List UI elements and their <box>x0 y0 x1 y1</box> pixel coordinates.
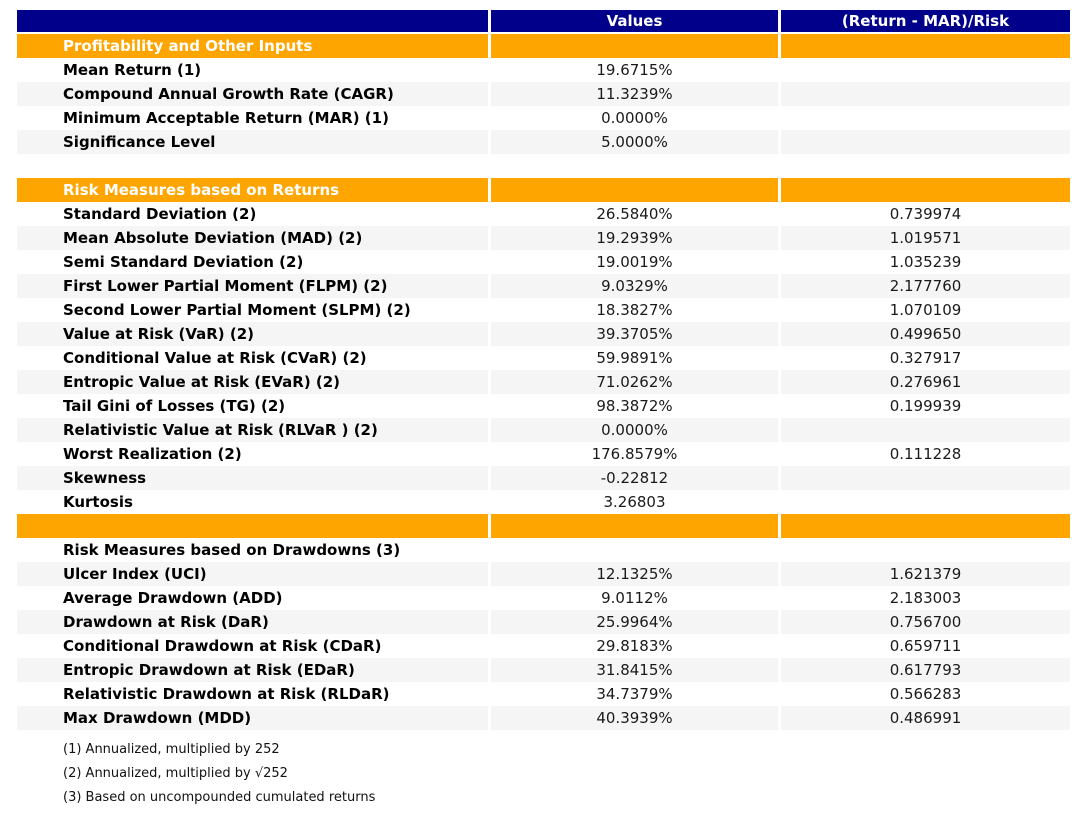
value-cell <box>491 34 781 58</box>
metric-row <box>17 658 1070 682</box>
ratio-cell <box>781 178 1070 202</box>
ratio-cell <box>781 106 1070 130</box>
ratio-cell <box>781 34 1070 58</box>
metric-label-cell: Significance Level <box>17 130 491 154</box>
metric-row <box>17 274 1070 298</box>
ratio-cell <box>781 418 1070 442</box>
ratio-cell <box>781 466 1070 490</box>
table-head <box>17 10 1070 34</box>
subsection-title-row <box>17 538 1070 562</box>
metric-row <box>17 634 1070 658</box>
value-cell: 39.3705% <box>491 322 781 346</box>
metric-row <box>17 562 1070 586</box>
value-cell: 18.3827% <box>491 298 781 322</box>
metric-label-cell <box>17 514 491 538</box>
metric-label-cell: Second Lower Partial Moment (SLPM) (2) <box>17 298 491 322</box>
metric-label-cell: Kurtosis <box>17 490 491 514</box>
value-cell <box>491 538 781 562</box>
metric-label-cell: Relativistic Value at Risk (RLVaR ) (2) <box>17 418 491 442</box>
ratio-cell: 0.486991 <box>781 706 1070 730</box>
metric-row <box>17 106 1070 130</box>
metric-label-cell: Standard Deviation (2) <box>17 202 491 226</box>
metric-row <box>17 82 1070 106</box>
metric-row <box>17 58 1070 82</box>
value-cell: 34.7379% <box>491 682 781 706</box>
value-cell <box>491 154 781 178</box>
ratio-cell: 0.566283 <box>889 685 962 703</box>
risk-metrics-table <box>17 10 1070 730</box>
ratio-cell: 0.111228 <box>889 445 962 463</box>
header-metric-cell <box>17 10 491 34</box>
ratio-cell: 2.183003 <box>889 589 962 607</box>
metric-label-cell: Compound Annual Growth Rate (CAGR) <box>17 82 491 106</box>
metric-row <box>17 202 1070 226</box>
metric-row <box>17 226 1070 250</box>
spacer-row <box>17 154 1070 178</box>
value-cell: 3.26803 <box>491 490 781 514</box>
metric-label-cell: Conditional Value at Risk (CVaR) (2) <box>17 346 491 370</box>
value-cell <box>491 178 781 202</box>
table-body <box>17 34 1070 730</box>
metric-row <box>17 586 1070 610</box>
ratio-cell: 0.617793 <box>781 658 1070 682</box>
metric-row <box>17 298 1070 322</box>
ratio-cell <box>781 130 1070 154</box>
value-cell: 19.0019% <box>491 250 781 274</box>
metric-label-cell: Risk Measures based on Returns <box>17 178 491 202</box>
ratio-cell: 0.199939 <box>889 397 962 415</box>
value-cell: 9.0329% <box>491 274 781 298</box>
ratio-cell: 1.070109 <box>889 301 962 319</box>
metric-label-cell: Max Drawdown (MDD) <box>17 706 491 730</box>
ratio-cell <box>781 490 1070 514</box>
metric-label-cell: Entropic Value at Risk (EVaR) (2) <box>17 370 491 394</box>
metric-row <box>17 370 1070 394</box>
metric-label-cell: Semi Standard Deviation (2) <box>17 250 491 274</box>
metric-row <box>17 442 1070 466</box>
ratio-cell: 2.177760 <box>781 274 1070 298</box>
metric-row <box>17 322 1070 346</box>
value-cell: 11.3239% <box>491 82 781 106</box>
table-header-row <box>17 10 1070 34</box>
metric-row <box>17 418 1070 442</box>
value-cell: 26.5840% <box>491 202 781 226</box>
value-cell: 98.3872% <box>491 394 781 418</box>
metric-row <box>17 706 1070 730</box>
metric-row <box>17 394 1070 418</box>
section-header-row <box>17 34 1070 58</box>
metric-label-cell: Mean Absolute Deviation (MAD) (2) <box>17 226 491 250</box>
header-values-cell: Values <box>491 10 781 34</box>
metric-row <box>17 346 1070 370</box>
value-cell: 12.1325% <box>491 562 781 586</box>
footnote: (3) Based on uncompounded cumulated returns <box>63 790 376 805</box>
value-cell: -0.22812 <box>491 466 781 490</box>
metric-label-cell: Value at Risk (VaR) (2) <box>17 322 491 346</box>
ratio-cell <box>781 538 1070 562</box>
metric-label-cell: Mean Return (1) <box>17 58 491 82</box>
metric-label-cell: Worst Realization (2) <box>17 442 491 466</box>
ratio-cell <box>781 58 1070 82</box>
ratio-cell: 1.035239 <box>889 253 962 271</box>
value-cell: 25.9964% <box>491 610 781 634</box>
metric-row <box>17 682 1070 706</box>
metric-label-cell: Minimum Acceptable Return (MAR) (1) <box>17 106 491 130</box>
value-cell: 19.6715% <box>491 58 781 82</box>
metric-label-cell: Entropic Drawdown at Risk (EDaR) <box>17 658 491 682</box>
ratio-cell <box>781 82 1070 106</box>
ratio-cell: 0.739974 <box>889 205 962 223</box>
footnote: (1) Annualized, multiplied by 252 <box>63 742 280 757</box>
value-cell: 0.0000% <box>491 418 781 442</box>
metric-label-cell <box>17 154 491 178</box>
metric-label-cell: Skewness <box>17 466 491 490</box>
ratio-cell: 0.499650 <box>781 322 1070 346</box>
ratio-cell: 1.019571 <box>781 226 1070 250</box>
ratio-cell: 0.756700 <box>781 610 1070 634</box>
section-header-row <box>17 178 1070 202</box>
ratio-cell: 1.621379 <box>781 562 1070 586</box>
value-cell: 59.9891% <box>491 346 781 370</box>
value-cell: 19.2939% <box>491 226 781 250</box>
value-cell: 5.0000% <box>491 130 781 154</box>
value-cell: 9.0112% <box>491 586 781 610</box>
footnotes <box>17 738 1070 810</box>
value-cell: 40.3939% <box>491 706 781 730</box>
metric-row <box>17 610 1070 634</box>
metric-label-cell: Drawdown at Risk (DaR) <box>17 610 491 634</box>
ratio-cell <box>781 514 1070 538</box>
value-cell: 29.8183% <box>491 634 781 658</box>
ratio-cell: 0.327917 <box>889 349 962 367</box>
ratio-cell: 0.659711 <box>889 637 962 655</box>
metric-label-cell: Conditional Drawdown at Risk (CDaR) <box>17 634 491 658</box>
value-cell: 176.8579% <box>491 442 781 466</box>
metric-label-cell: Profitability and Other Inputs <box>17 34 491 58</box>
value-cell <box>491 514 781 538</box>
header-ratio-cell: (Return - MAR)/Risk <box>781 10 1070 34</box>
metric-label-cell: First Lower Partial Moment (FLPM) (2) <box>17 274 491 298</box>
metric-row <box>17 250 1070 274</box>
metric-label-cell: Relativistic Drawdown at Risk (RLDaR) <box>17 682 491 706</box>
value-cell: 0.0000% <box>491 106 781 130</box>
value-cell: 71.0262% <box>491 370 781 394</box>
metric-label-cell: Average Drawdown (ADD) <box>17 586 491 610</box>
ratio-cell <box>781 154 1070 178</box>
metric-label-cell: Risk Measures based on Drawdowns (3) <box>17 538 491 562</box>
risk-report <box>17 10 1070 810</box>
value-cell: 31.8415% <box>491 658 781 682</box>
footnote: (2) Annualized, multiplied by √252 <box>63 766 288 781</box>
metric-row <box>17 490 1070 514</box>
ratio-cell: 0.276961 <box>781 370 1070 394</box>
metric-row <box>17 130 1070 154</box>
metric-label-cell: Tail Gini of Losses (TG) (2) <box>17 394 491 418</box>
metric-label-cell: Ulcer Index (UCI) <box>17 562 491 586</box>
section-divider-row <box>17 514 1070 538</box>
metric-row <box>17 466 1070 490</box>
